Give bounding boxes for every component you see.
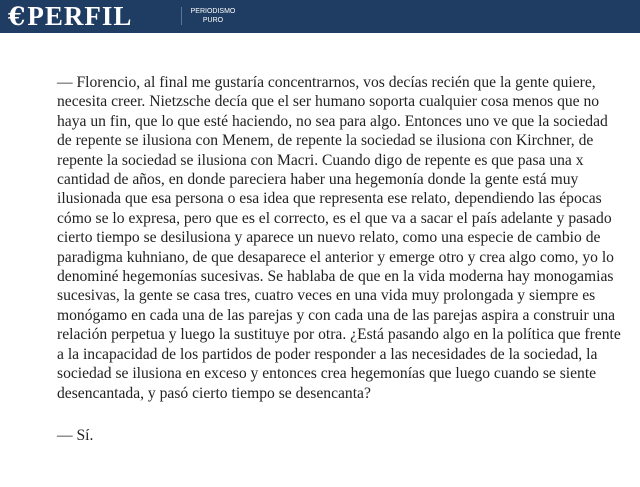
tagline (181, 7, 238, 25)
perfil-euro-icon: € (8, 2, 26, 31)
tagline-line-2: PURO (202, 17, 224, 24)
site-header (0, 0, 640, 33)
interview-answer: — Sí. (57, 426, 94, 444)
logo-text: PERFIL (27, 1, 133, 31)
interview-question: — Florencio, al final me gustaría concentrarnos, vos decías recién que la gente quiere, necesita creer. Nietzsche decía que el ser humano soporta cualquier cosa menos que no haya un fin, que lo que esté haciendo, no sea para algo. Entonces uno ve que la sociedad de repente se ilusiona con Menem, de repente la sociedad se ilusiona con Kirchner, de repente la sociedad se ilusiona con Macri. Cuando digo de repente es que pasa una x cantidad de años, en donde pareciera haber una hegemonía donde la gente está muy ilusionada que esa persona o esa idea que representa ese relato, dependiendo las épocas cómo se lo expresa, pero que es el correcto, es el que va a sacar el país adelante y pasado cierto tiempo se desilusiona y aparece un nuevo relato, como una especie de cambio de paradigma kuhniano, de que desaparece el anterior y emerge otro y crea algo como, yo lo denominé hegemonías sucesivas. Se hablaba de que en la vida moderna hay monogamias sucesivas, la gente se casa tres, cuatro veces en una vida muy prolongada y siempre es monógamo en cada una de las parejas y con cada una de las parejas aspira a construir una relación perpetua y luego la sustituye por otra. ¿Está pasando algo en la política que frente a la incapacidad de los partidos de poder responder a las necesidades de la sociedad, la sociedad se ilusiona en exceso y entonces crea hegemonías que luego cuando se siente desencantada, y pasó cierto tiempo se desencanta? (57, 74, 621, 402)
perfil-logo-link[interactable] (8, 2, 132, 31)
article-body (57, 73, 625, 468)
tagline-line-1: PERIODISMO (190, 8, 236, 15)
